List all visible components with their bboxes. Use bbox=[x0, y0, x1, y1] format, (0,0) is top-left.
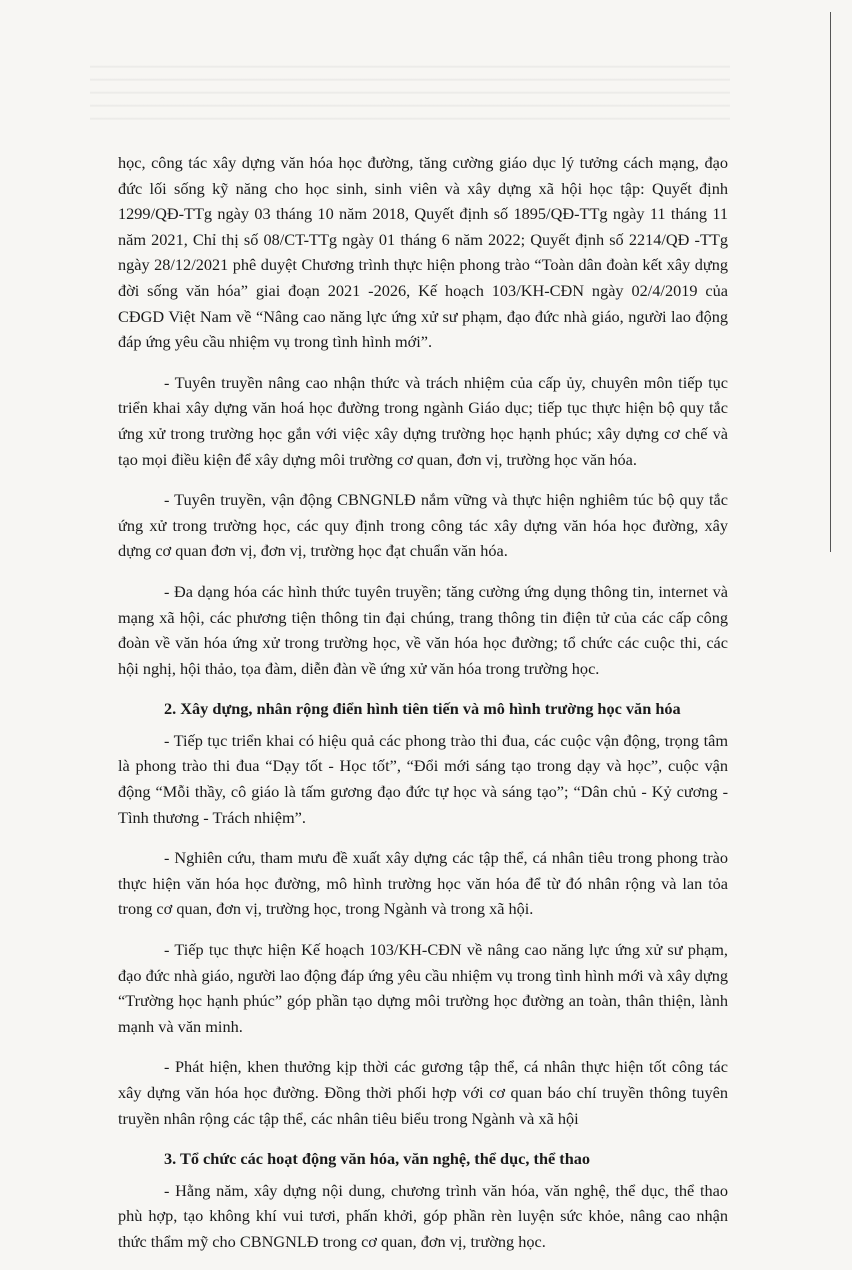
paragraph-bullet: - Hằng năm, xây dựng nội dung, chương trình văn hóa, văn nghệ, thể dục, thể thao phù hợp, tạo không khí vui tươi, phấn khởi, góp phần rèn luyện sức khỏe, nâng cao nhận thức thẩm mỹ cho CBNGNLĐ trong cơ quan, đơn vị, trường học. bbox=[118, 1180, 728, 1251]
paragraph-bullet: - Tuyên truyền nâng cao nhận thức và trách nhiệm của cấp ủy, chuyên môn tiếp tục triển khai xây dựng văn hoá học đường trong ngành Giáo dục; tiếp tục thực hiện bộ quy tắc ứng xử trong trường học gắn với việc xây dựng trường học hạnh phúc; xây dựng cơ chế và tạo mọi điều kiện để xây dựng môi trường cơ quan, đơn vị, trường học văn hóa. bbox=[118, 372, 728, 469]
paragraph-continuation: học, công tác xây dựng văn hóa học đường, tăng cường giáo dục lý tưởng cách mạng, đạo đức lối sống kỹ năng cho học sinh, sinh viên và xây dựng xã hội học tập: Quyết định 1299/QĐ-TTg ngày 03 tháng 10 năm 2018, Quyết định số 1895/QĐ-TTg ngày 11 tháng 11 năm 2021, Chỉ thị số 08/CT-TTg ngày 01 tháng 6 năm 2022; Quyết định số 2214/QĐ -TTg ngày 28/12/2021 phê duyệt Chương trình thực hiện phong trào “Toàn dân đoàn kết xây dựng đời sống văn hóa” giai đoạn 2021 -2026, Kế hoạch 103/KH-CĐN ngày 02/4/2019 của CĐGD Việt Nam về “Nâng cao năng lực ứng xử sư phạm, đạo đức nhà giáo, người lao động đáp ứng yêu cầu nhiệm vụ trong tình hình mới”. bbox=[118, 153, 728, 352]
section-heading-3: 3. Tổ chức các hoạt động văn hóa, văn nghệ, thể dục, thể thao bbox=[164, 1149, 591, 1169]
bleed-through-text bbox=[90, 60, 730, 130]
paragraph-bullet: - Tiếp tục thực hiện Kế hoạch 103/KH-CĐN về nâng cao năng lực ứng xử sư phạm, đạo đức nhà giáo, người lao động đáp ứng yêu cầu nhiệm vụ trong tình hình mới và xây dựng “Trường học hạnh phúc” góp phần tạo dựng môi trường học đường an toàn, thân thiện, lành mạnh và văn minh. bbox=[118, 940, 728, 1036]
paragraph-bullet: - Đa dạng hóa các hình thức tuyên truyền; tăng cường ứng dụng thông tin, internet và mạng xã hội, các phương tiện thông tin đại chúng, trang thông tin điện tử của các cấp công đoàn về văn hóa ứng xử trong trường học, về văn hóa học đường; tổ chức các cuộc thi, các hội nghị, hội thảo, tọa đàm, diễn đàn về ứng xử văn hóa trong trường học. bbox=[118, 581, 728, 678]
paragraph-bullet: - Tiếp tục triển khai có hiệu quả các phong trào thi đua, các cuộc vận động, trọng tâm là phong trào thi đua “Dạy tốt - Học tốt”, “Đổi mới sáng tạo trong dạy và học”, cuộc vận động “Mỗi thầy, cô giáo là tấm gương đạo đức tự học và sáng tạo”; “Dân chủ - Kỷ cương - Tình thương - Trách nhiệm”. bbox=[118, 730, 728, 827]
document-body bbox=[118, 150, 728, 1270]
section-heading-2: 2. Xây dựng, nhân rộng điển hình tiên tiến và mô hình trường học văn hóa bbox=[164, 699, 681, 719]
paragraph-bullet: - Nghiên cứu, tham mưu đề xuất xây dựng các tập thể, cá nhân tiêu trong phong trào thực hiện văn hóa học đường, mô hình trường học văn hóa để từ đó nhân rộng và lan tỏa trong cơ quan, đơn vị, trường học, trong Ngành và trong xã hội. bbox=[118, 848, 728, 919]
paragraph-bullet: - Tuyên truyền, vận động CBNGNLĐ nắm vững và thực hiện nghiêm túc bộ quy tắc ứng xử trong trường học, các quy định trong công tác xây dựng văn hóa học đường, xây dựng cơ quan đơn vị, đơn vị, trường học đạt chuẩn văn hóa. bbox=[118, 490, 728, 561]
paragraph-bullet: - Phát hiện, khen thưởng kịp thời các gương tập thể, cá nhân thực hiện tốt công tác xây dựng văn hóa học đường. Đồng thời phối hợp với cơ quan báo chí truyền thông tuyên truyền nhân rộng các tập thể, các nhân tiêu biểu trong Ngành và xã hội bbox=[118, 1057, 728, 1128]
page-edge-line bbox=[830, 12, 831, 552]
